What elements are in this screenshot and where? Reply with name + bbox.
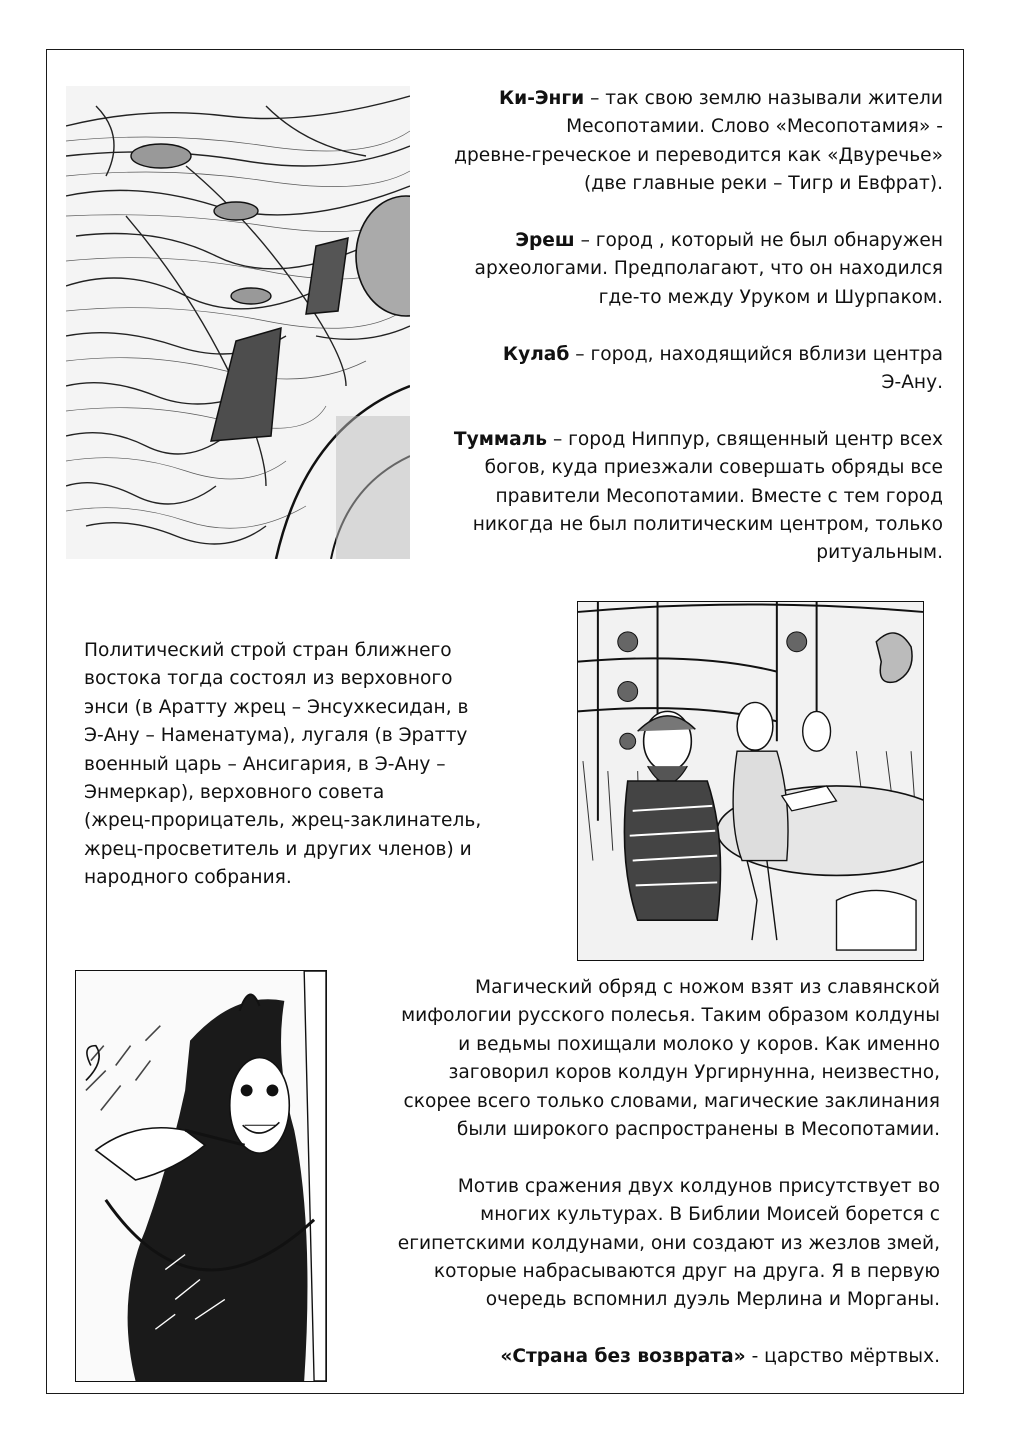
- text-line: скорее всего только словами, магические заклинания: [403, 1090, 940, 1112]
- closing-line: «Страна без возврата» - царство мёртвых.: [500, 1346, 940, 1368]
- text-line: народного собрания.: [84, 867, 292, 889]
- text-line: военный царь – Ансигария, в Э-Ану –: [84, 753, 446, 775]
- text-line: востока тогда состоял из верховного: [84, 668, 453, 690]
- text-line: мифологии русского полесья. Таким образом колдуны: [401, 1005, 940, 1027]
- glossary-line: Э-Ану.: [881, 372, 943, 394]
- sorcerer-illustration: [75, 970, 327, 1382]
- text-line: очередь вспомнил дуэль Мерлина и Морганы.: [485, 1289, 940, 1311]
- text-line: египетскими колдунами, они создают из жезлов змей,: [397, 1232, 940, 1254]
- glossary-line: ритуальным.: [816, 542, 943, 564]
- glossary-term: Кулаб: [502, 343, 570, 365]
- political-structure-text: [84, 637, 554, 893]
- text-line: многих культурах. В Библии Моисей борется с: [480, 1204, 940, 1226]
- glossary-line: Месопотамии. Слово «Месопотамия» -: [566, 116, 943, 138]
- text-line: заговорил коров колдун Ургирнунна, неизвестно,: [448, 1062, 940, 1084]
- glossary-line: никогда не был политическим центром, только: [472, 514, 943, 536]
- text-line: жрец-просветитель и других членов) и: [84, 838, 472, 860]
- commentary-text: [330, 974, 940, 1372]
- text-line: были широкого распространены в Месопотамии.: [456, 1119, 940, 1141]
- glossary-line: правители Месопотамии. Вместе с тем город: [495, 485, 943, 507]
- glossary-line: Кулаб – город, находящийся вблизи центра: [502, 343, 943, 365]
- glossary-line: древне-греческое и переводится как «Двуречье»: [454, 144, 943, 166]
- text-line: Мотив сражения двух колдунов присутствует во: [457, 1175, 940, 1197]
- glossary-line: Эреш – город , который не был обнаружен: [515, 230, 943, 252]
- glossary-term: Туммаль: [453, 428, 548, 450]
- glossary-line: где-то между Уруком и Шурпаком.: [598, 286, 943, 308]
- glossary-term: «Страна без возврата»: [500, 1346, 746, 1368]
- glossary-line: Ки-Энги – так свою землю называли жители: [498, 88, 943, 109]
- text-line: которые набрасываются друг на друга. Я в первую: [433, 1261, 940, 1283]
- text-line: и ведьмы похищали молоко у коров. Как именно: [458, 1033, 940, 1055]
- landscape-illustration: [66, 86, 410, 559]
- glossary-notes: [380, 85, 943, 568]
- council-feast-illustration: [577, 601, 924, 961]
- text-line: Энмеркар), верховного совета: [84, 782, 385, 804]
- glossary-term: Ки-Энги: [498, 88, 585, 109]
- glossary-line: Туммаль – город Ниппур, священный центр всех: [453, 428, 943, 450]
- text-line: энси (в Аратту жрец – Энсухкесидан, в: [84, 696, 469, 718]
- text-line: Э-Ану – Наменатума), лугаля (в Эратту: [84, 725, 468, 747]
- text-line: Политический строй стран ближнего: [84, 640, 452, 661]
- glossary-line: (две главные реки – Тигр и Евфрат).: [583, 173, 943, 195]
- glossary-term: Эреш: [515, 230, 575, 252]
- glossary-line: богов, куда приезжали совершать обряды все: [484, 457, 943, 479]
- text-line: Магический обряд с ножом взят из славянской: [475, 977, 940, 998]
- glossary-line: археологами. Предполагают, что он находился: [474, 258, 943, 280]
- text-line: (жрец-прорицатель, жрец-заклинатель,: [84, 810, 482, 832]
